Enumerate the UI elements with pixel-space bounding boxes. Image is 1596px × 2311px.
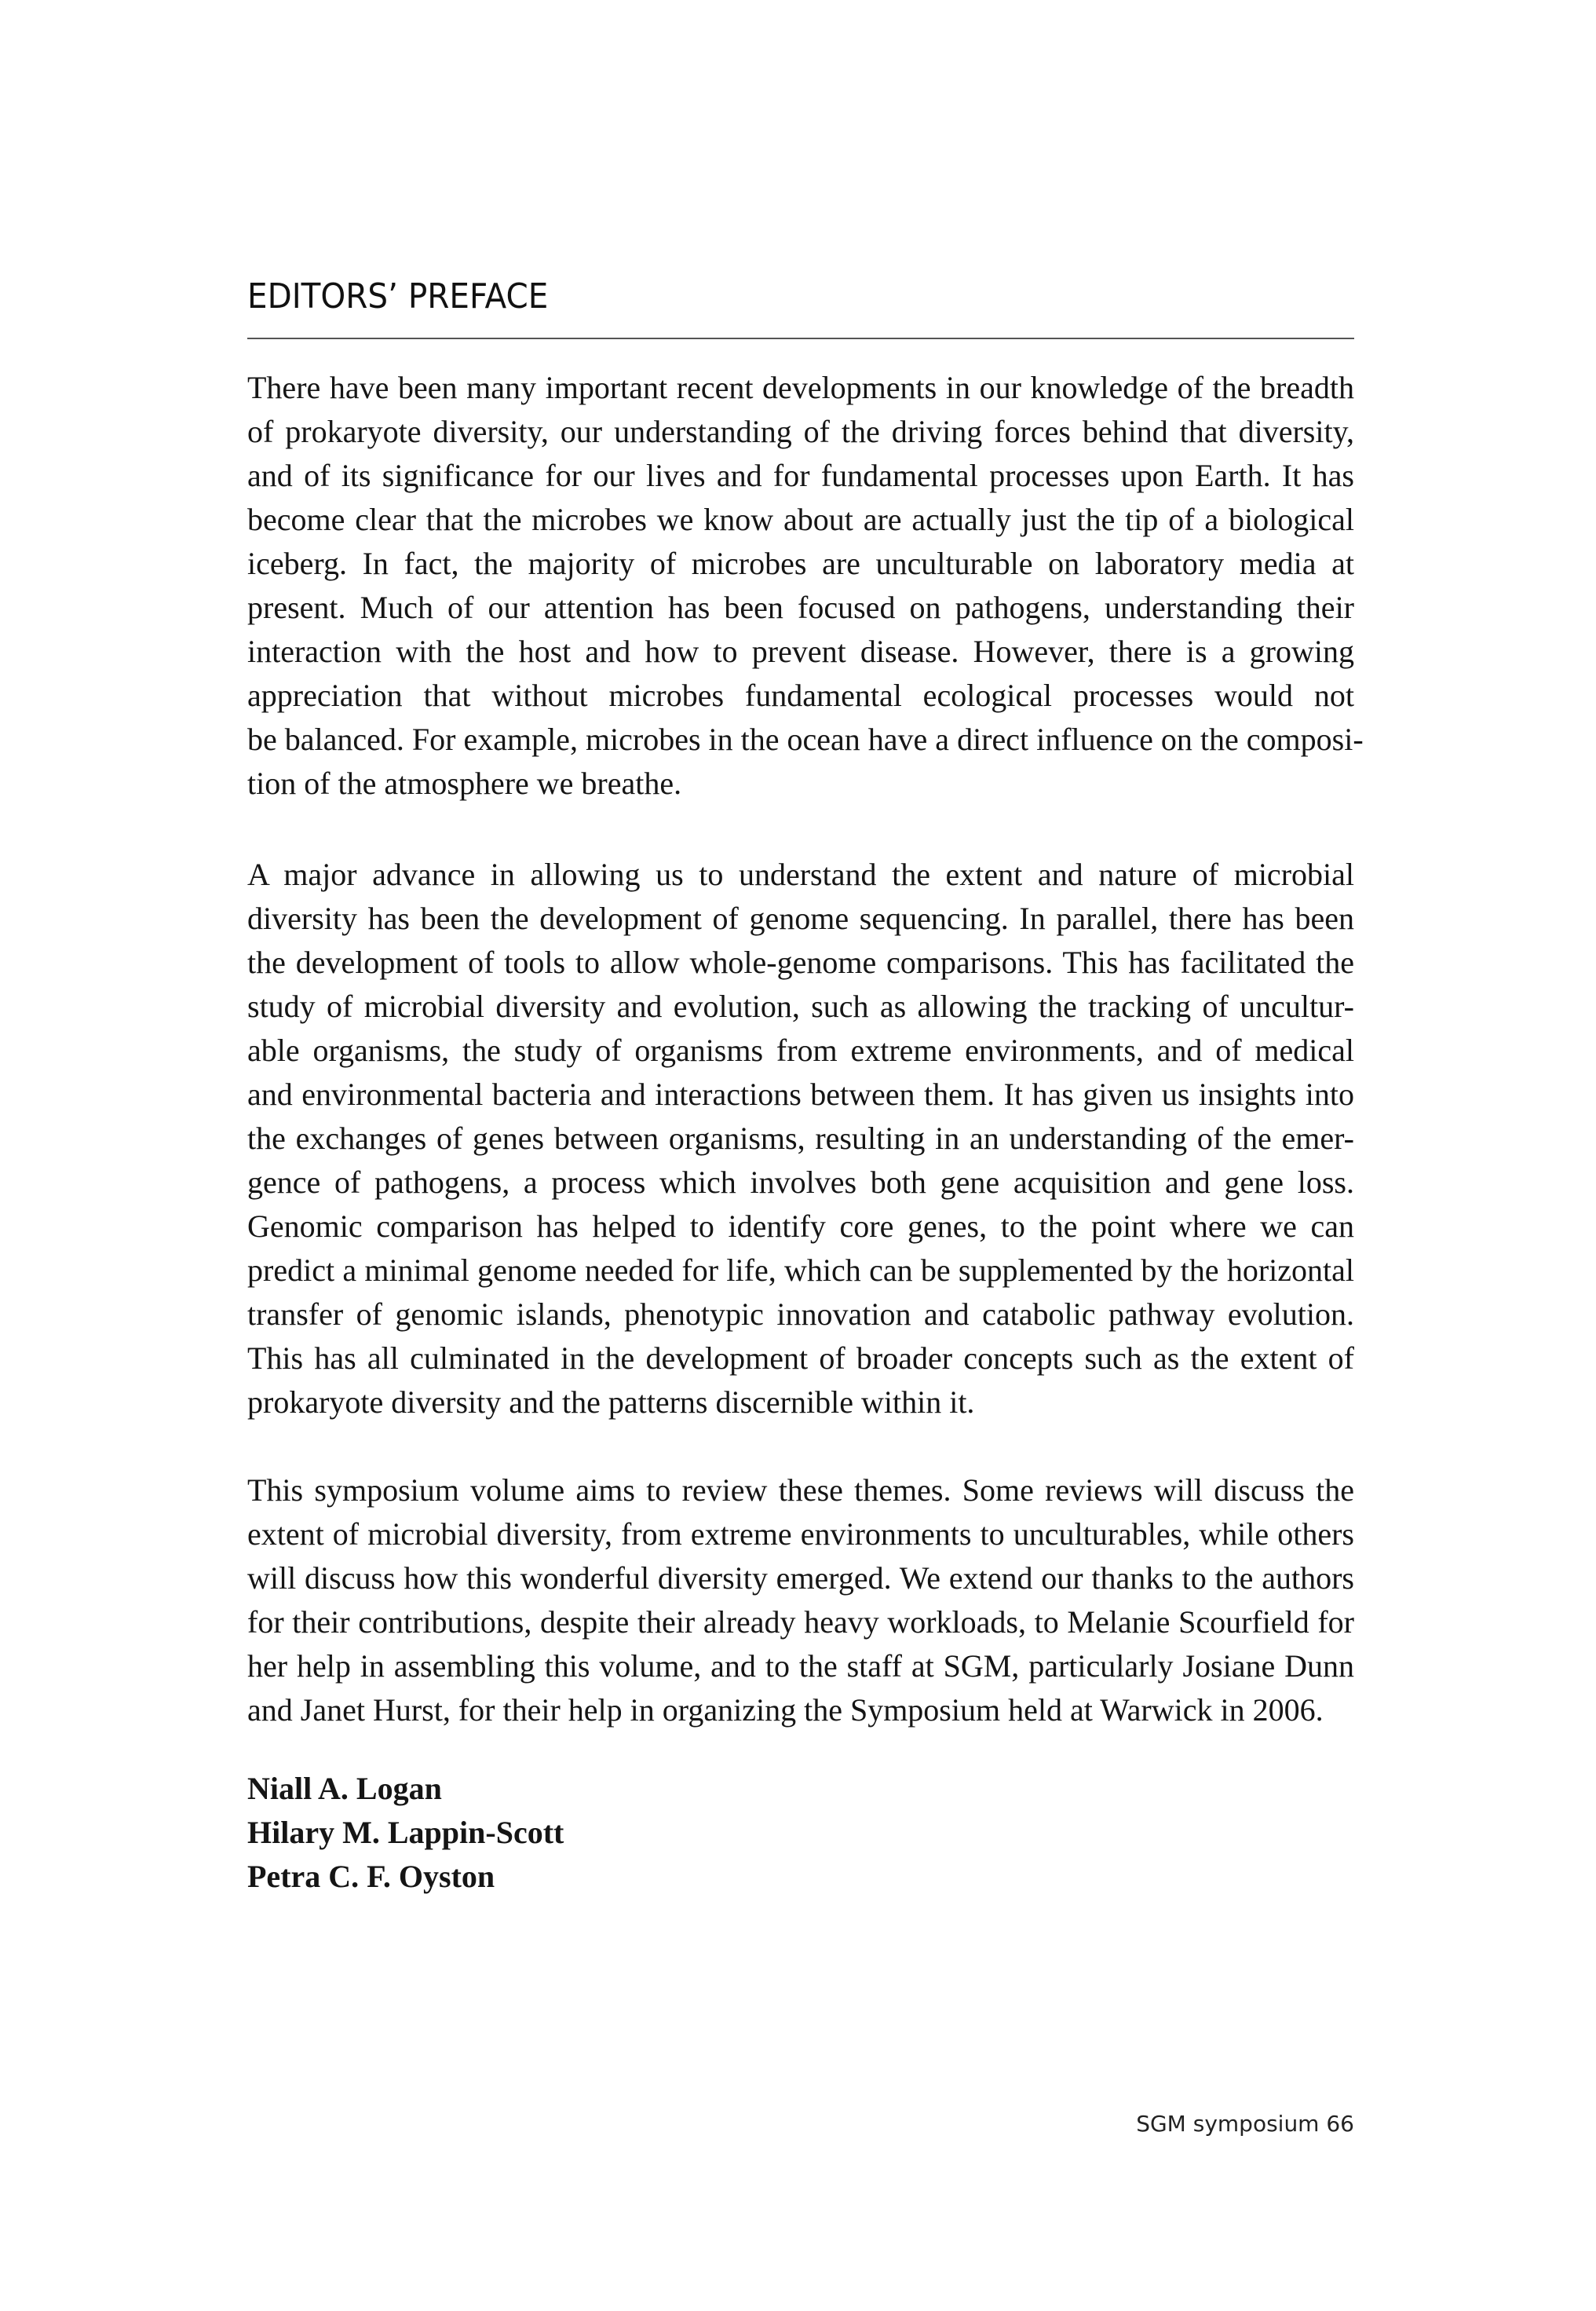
page-footer: SGM symposium 66: [1136, 2111, 1354, 2137]
text-line: study of microbial diversity and evolution, such as allowing the tracking of uncultur-: [247, 989, 1354, 1024]
text-line: This symposium volume aims to review these themes. Some reviews will discuss the: [247, 1472, 1354, 1508]
text-line: of prokaryote diversity, our understanding of the driving forces behind that diversity,: [247, 414, 1354, 449]
text-line: the exchanges of genes between organisms, resulting in an understanding of the emer-: [247, 1121, 1354, 1156]
text-line: the development of tools to allow whole-genome comparisons. This has facilitated the: [247, 945, 1354, 980]
editor-name: Hilary M. Lappin-Scott: [247, 1815, 564, 1850]
text-line: will discuss how this wonderful diversity emerged. We extend our thanks to the authors: [247, 1560, 1354, 1596]
text-line: This has all culminated in the development of broader concepts such as the extent of: [247, 1340, 1354, 1376]
text-line: and environmental bacteria and interactions between them. It has given us insights into: [247, 1077, 1354, 1112]
text-line: be balanced. For example, microbes in the ocean have a direct influence on the composi-: [247, 722, 1364, 757]
text-line: and Janet Hurst, for their help in organizing the Symposium held at Warwick in 2006.: [247, 1692, 1324, 1728]
text-line: predict a minimal genome needed for life, which can be supplemented by the horizontal: [247, 1252, 1354, 1288]
editor-name: Niall A. Logan: [247, 1771, 442, 1806]
text-line: A major advance in allowing us to understand the extent and nature of microbial: [247, 857, 1354, 892]
text-line: extent of microbial diversity, from extreme environments to unculturables, while others: [247, 1516, 1354, 1552]
editor-signatures: [247, 1767, 564, 1899]
text-line: interaction with the host and how to prevent disease. However, there is a growing: [247, 634, 1354, 669]
text-line: There have been many important recent developments in our knowledge of the breadth: [247, 370, 1354, 405]
text-line: tion of the atmosphere we breathe.: [247, 766, 682, 801]
text-line: transfer of genomic islands, phenotypic innovation and catabolic pathway evolution.: [247, 1296, 1354, 1332]
paragraph-1: [247, 366, 1364, 806]
text-line: and of its significance for our lives and for fundamental processes upon Earth. It has: [247, 458, 1354, 493]
text-line: able organisms, the study of organisms from extreme environments, and of medical: [247, 1033, 1354, 1068]
text-line: her help in assembling this volume, and to the staff at SGM, particularly Josiane Dunn: [247, 1648, 1354, 1684]
text-line: become clear that the microbes we know about are actually just the tip of a biological: [247, 502, 1354, 537]
page-title: EDITORS’ PREFACE: [247, 276, 549, 316]
text-line: Genomic comparison has helped to identify core genes, to the point where we can: [247, 1209, 1354, 1244]
text-line: for their contributions, despite their already heavy workloads, to Melanie Scourfield for: [247, 1604, 1354, 1640]
heading-rule: [247, 338, 1354, 339]
paragraph-3: [247, 1468, 1354, 1732]
text-line: iceberg. In fact, the majority of microbes are unculturable on laboratory media at: [247, 546, 1354, 581]
text-line: present. Much of our attention has been focused on pathogens, understanding their: [247, 590, 1354, 625]
text-line: prokaryote diversity and the patterns discernible within it.: [247, 1384, 975, 1420]
text-line: gence of pathogens, a process which involves both gene acquisition and gene loss.: [247, 1165, 1354, 1200]
editor-name: Petra C. F. Oyston: [247, 1859, 495, 1894]
paragraph-2: [247, 853, 1354, 1424]
text-line: diversity has been the development of genome sequencing. In parallel, there has been: [247, 901, 1354, 936]
text-line: appreciation that without microbes fundamental ecological processes would not: [247, 678, 1354, 713]
